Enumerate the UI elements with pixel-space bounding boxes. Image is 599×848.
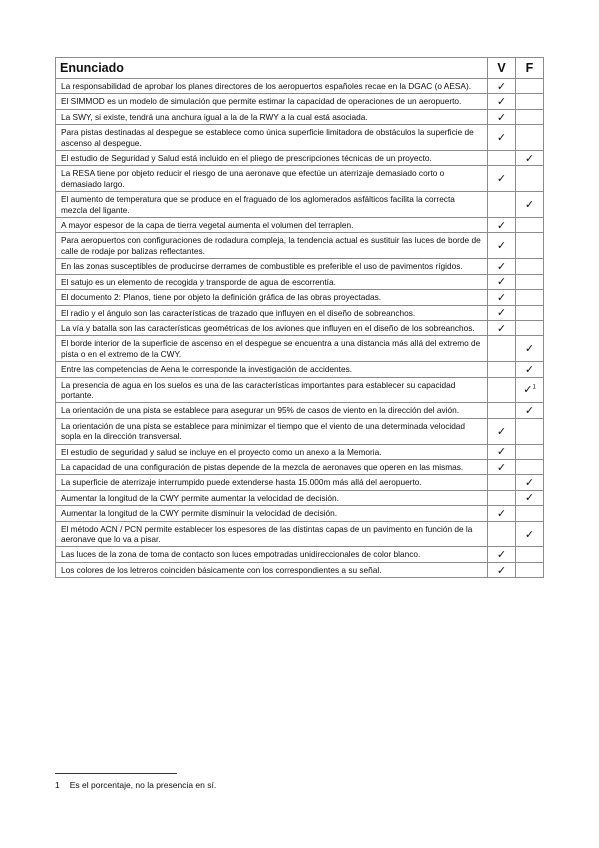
table-row bbox=[56, 94, 544, 109]
table-row bbox=[56, 233, 544, 259]
true-cell bbox=[488, 305, 516, 320]
false-cell bbox=[516, 166, 544, 192]
false-cell bbox=[516, 274, 544, 289]
true-cell bbox=[488, 218, 516, 233]
false-cell bbox=[516, 377, 544, 403]
statement-text: Entre las competencias de Aena le corresponde la investigación de accidentes. bbox=[56, 362, 488, 377]
statements-table bbox=[55, 57, 544, 578]
table-row bbox=[56, 506, 544, 521]
table-row bbox=[56, 151, 544, 166]
false-cell bbox=[516, 320, 544, 335]
table-row bbox=[56, 192, 544, 218]
false-cell bbox=[516, 444, 544, 459]
footnote-rule bbox=[55, 773, 177, 774]
false-cell bbox=[516, 151, 544, 166]
check-icon: ✓ bbox=[496, 307, 507, 320]
table-row bbox=[56, 218, 544, 233]
table-row bbox=[56, 320, 544, 335]
footnote-ref: 1 bbox=[532, 384, 536, 391]
check-icon: ✓ bbox=[496, 276, 507, 289]
statement-text: El SIMMOD es un modelo de simulación que permite estimar la capacidad de operaciones de un aeropuerto. bbox=[56, 94, 488, 109]
check-icon: ✓ bbox=[524, 405, 535, 418]
check-icon: ✓ bbox=[496, 80, 507, 93]
table-row bbox=[56, 79, 544, 94]
true-cell bbox=[488, 125, 516, 151]
false-cell bbox=[516, 506, 544, 521]
false-cell bbox=[516, 305, 544, 320]
false-cell bbox=[516, 192, 544, 218]
true-cell bbox=[488, 233, 516, 259]
true-cell bbox=[488, 151, 516, 166]
statement-text: El aumento de temperatura que se produce en el fraguado de los aglomerados asfálticos facilita la correcta mezcla del ligante. bbox=[56, 192, 488, 218]
true-cell bbox=[488, 444, 516, 459]
statement-text: Aumentar la longitud de la CWY permite aumentar la velocidad de decisión. bbox=[56, 490, 488, 505]
check-icon: ✓ bbox=[524, 199, 535, 212]
statement-text: El método ACN / PCN permite establecer los espesores de las distintas capas de un pavimento en función de la aeronave que lo va a pisar. bbox=[56, 521, 488, 547]
true-cell bbox=[488, 94, 516, 109]
statement-text: Para pistas destinadas al despegue se establece como única superficie limitadora de obstáculos la superficie de ascenso al despegue. bbox=[56, 125, 488, 151]
check-icon: ✓ bbox=[496, 461, 507, 474]
true-cell bbox=[488, 274, 516, 289]
table-row bbox=[56, 290, 544, 305]
statement-text: Los colores de los letreros coinciden básicamente con los correspondientes a su señal. bbox=[56, 562, 488, 577]
check-icon: ✓ bbox=[496, 291, 507, 304]
check-icon: ✓ bbox=[496, 173, 507, 186]
header-true: V bbox=[488, 58, 516, 79]
false-cell bbox=[516, 562, 544, 577]
header-false: F bbox=[516, 58, 544, 79]
false-cell bbox=[516, 259, 544, 274]
footnote-number: 1 bbox=[55, 780, 60, 790]
true-cell bbox=[488, 490, 516, 505]
statement-text: El documento 2: Planos, tiene por objeto la definición gráfica de las obras proyectadas. bbox=[56, 290, 488, 305]
false-cell bbox=[516, 362, 544, 377]
table-row bbox=[56, 475, 544, 490]
statement-text: Aumentar la longitud de la CWY permite disminuir la velocidad de decisión. bbox=[56, 506, 488, 521]
false-cell bbox=[516, 521, 544, 547]
statement-text: La superficie de aterrizaje interrumpido puede extenderse hasta 15.000m más allá del aeropuerto. bbox=[56, 475, 488, 490]
true-cell bbox=[488, 320, 516, 335]
table-row bbox=[56, 274, 544, 289]
false-cell bbox=[516, 403, 544, 418]
header-statement: Enunciado bbox=[56, 58, 488, 79]
true-cell bbox=[488, 403, 516, 418]
check-icon: ✓ bbox=[524, 477, 535, 490]
table-row bbox=[56, 362, 544, 377]
check-icon: ✓ bbox=[496, 240, 507, 253]
true-cell bbox=[488, 377, 516, 403]
statement-text: El satujo es un elemento de recogida y transporde de agua de escorrentía. bbox=[56, 274, 488, 289]
true-cell bbox=[488, 259, 516, 274]
true-cell bbox=[488, 192, 516, 218]
check-icon: ✓ bbox=[496, 132, 507, 145]
check-icon: ✓ bbox=[496, 564, 507, 577]
true-cell bbox=[488, 79, 516, 94]
false-cell bbox=[516, 418, 544, 444]
false-cell bbox=[516, 336, 544, 362]
check-icon: ✓ bbox=[496, 111, 507, 124]
false-cell bbox=[516, 125, 544, 151]
table-row bbox=[56, 166, 544, 192]
footnote-text: Es el porcentaje, no la presencia en sí. bbox=[69, 780, 217, 790]
true-cell bbox=[488, 547, 516, 562]
statement-text: El estudio de seguridad y salud se incluye en el proyecto como un anexo a la Memoria. bbox=[56, 444, 488, 459]
check-icon: ✓ bbox=[524, 528, 535, 541]
true-cell bbox=[488, 290, 516, 305]
statement-text: Las luces de la zona de toma de contacto son luces empotradas unidireccionales de color blanco. bbox=[56, 547, 488, 562]
true-cell bbox=[488, 506, 516, 521]
table-row bbox=[56, 444, 544, 459]
table-row bbox=[56, 125, 544, 151]
statement-text: La presencia de agua en los suelos es una de las características importantes para establecer su capacidad portante. bbox=[56, 377, 488, 403]
check-icon: ✓ bbox=[496, 549, 507, 562]
check-icon: ✓ bbox=[496, 260, 507, 273]
true-cell bbox=[488, 336, 516, 362]
statement-text: El estudio de Seguridad y Salud está incluido en el pliego de prescripciones técnicas de un proyecto. bbox=[56, 151, 488, 166]
false-cell bbox=[516, 475, 544, 490]
true-cell bbox=[488, 418, 516, 444]
table-row bbox=[56, 259, 544, 274]
table-header-row bbox=[56, 58, 544, 79]
false-cell bbox=[516, 94, 544, 109]
true-cell bbox=[488, 562, 516, 577]
statement-text: A mayor espesor de la capa de tierra vegetal aumenta el volumen del terraplen. bbox=[56, 218, 488, 233]
check-icon: ✓ bbox=[496, 425, 507, 438]
check-icon: ✓ bbox=[496, 446, 507, 459]
footnote bbox=[55, 780, 216, 790]
true-cell bbox=[488, 166, 516, 192]
false-cell bbox=[516, 79, 544, 94]
check-icon: ✓ bbox=[496, 507, 507, 520]
table-row bbox=[56, 377, 544, 403]
check-icon: ✓ bbox=[496, 322, 507, 335]
check-icon: ✓ bbox=[524, 343, 535, 356]
table-row bbox=[56, 521, 544, 547]
statement-text: La capacidad de una configuración de pistas depende de la mezcla de aeronaves que operen en las mismas. bbox=[56, 459, 488, 474]
table-row bbox=[56, 336, 544, 362]
false-cell bbox=[516, 459, 544, 474]
table-row bbox=[56, 562, 544, 577]
check-icon: ✓ bbox=[524, 152, 535, 165]
false-cell bbox=[516, 233, 544, 259]
check-icon: ✓ bbox=[496, 219, 507, 232]
statement-text: La orientación de una pista se establece para minimizar el tiempo que el viento de una determinada velocidad sopla en la dirección transversal. bbox=[56, 418, 488, 444]
statement-text: El radio y el ángulo son las características de trazado que influyen en el diseño de sobreanchos. bbox=[56, 305, 488, 320]
statement-text: Para aeropuertos con configuraciones de rodadura compleja, la tendencia actual es sustituir las luces de borde de calle de rodaje por balizas reflectantes. bbox=[56, 233, 488, 259]
statement-text: El borde interior de la superficie de ascenso en el despegue se encuentra a una distancia más allá del extremo de pista o en el extremo de la CWY. bbox=[56, 336, 488, 362]
false-cell bbox=[516, 547, 544, 562]
check-icon: ✓ bbox=[524, 492, 535, 505]
true-cell bbox=[488, 362, 516, 377]
false-cell bbox=[516, 109, 544, 124]
table-row bbox=[56, 459, 544, 474]
true-cell bbox=[488, 459, 516, 474]
false-cell bbox=[516, 218, 544, 233]
check-icon: ✓ bbox=[524, 363, 535, 376]
table-row bbox=[56, 403, 544, 418]
table-row bbox=[56, 109, 544, 124]
true-cell bbox=[488, 109, 516, 124]
table-row bbox=[56, 547, 544, 562]
statement-text: La RESA tiene por objeto reducir el riesgo de una aeronave que efectúe un aterrizaje demasiado corto o demasiado largo. bbox=[56, 166, 488, 192]
false-cell bbox=[516, 290, 544, 305]
true-cell bbox=[488, 521, 516, 547]
table-row bbox=[56, 418, 544, 444]
check-icon: ✓ bbox=[496, 96, 507, 109]
statement-text: La vía y batalla son las características geométricas de los aviones que influyen en el diseño de los sobreanchos. bbox=[56, 320, 488, 335]
statement-text: La orientación de una pista se establece para asegurar un 95% de casos de viento en la dirección del avión. bbox=[56, 403, 488, 418]
check-icon: ✓ bbox=[523, 384, 533, 397]
table-row bbox=[56, 305, 544, 320]
true-cell bbox=[488, 475, 516, 490]
false-cell bbox=[516, 490, 544, 505]
statement-text: La SWY, si existe, tendrá una anchura igual a la de la RWY a la cual está asociada. bbox=[56, 109, 488, 124]
table-row bbox=[56, 490, 544, 505]
statement-text: La responsabilidad de aprobar los planes directores de los aeropuertos españoles recae en la DGAC (o AESA). bbox=[56, 79, 488, 94]
statement-text: En las zonas susceptibles de producirse derrames de combustible es preferible el uso de pavimentos rígidos. bbox=[56, 259, 488, 274]
